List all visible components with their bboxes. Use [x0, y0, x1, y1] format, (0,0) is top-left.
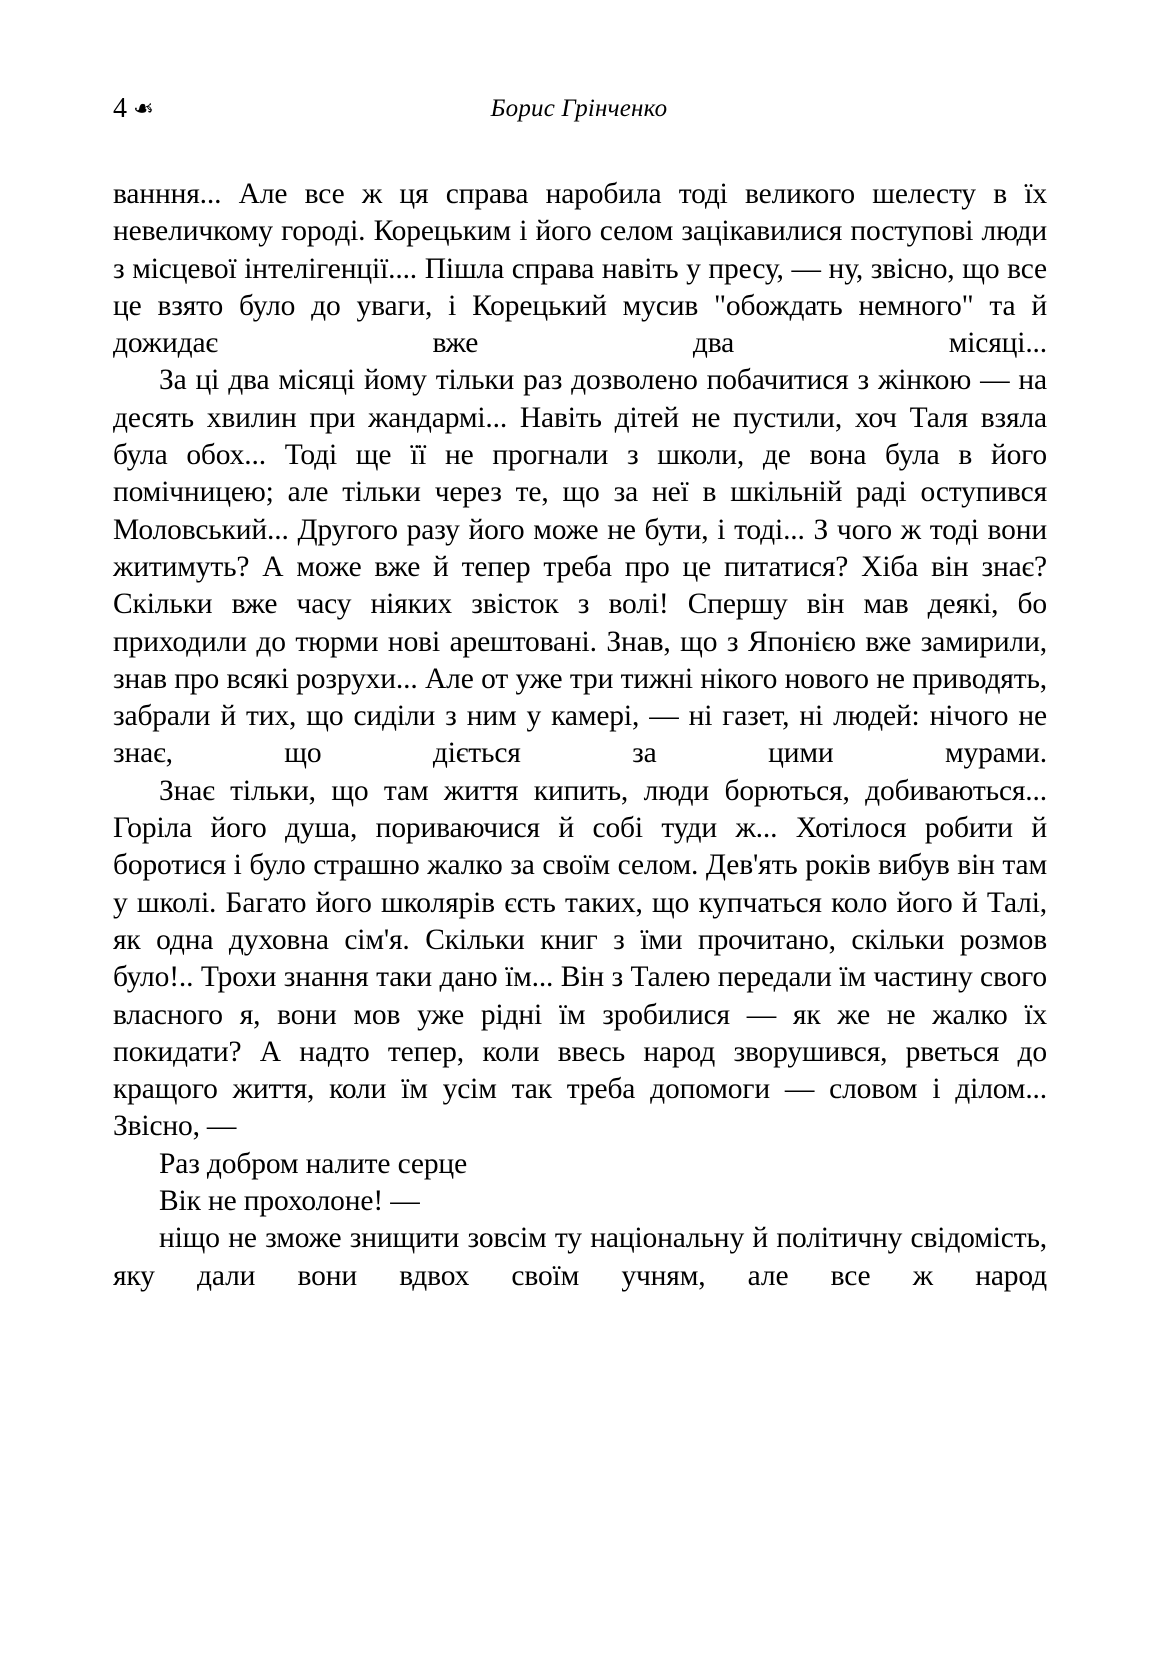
running-title: Борис Грінченко — [490, 95, 668, 122]
verse-line: Вік не прохолоне! — — [159, 1185, 420, 1218]
text-block — [113, 176, 1047, 1295]
paragraph: Знає тільки, що там життя кипить, люди борються, добиваються... Горіла його душа, пориваючися й собі туди ж... Хотілося робити й боротися і було страшно жалко за своїм селом. Дев'ять років вибув він там у школі. Багато його школярів єсть таких, що купчаться коло його й Талі, як одна духовна сім'я. Скільки книг з їми прочитано, скільки розмов було!.. Трохи знання таки дано їм... Він з Талею передали їм частину свого власного я, вони мов уже рідні їм зробилися — як же не жалко їх покидати? А надто тепер, коли ввесь народ зворушився, рветься до кращого життя, коли їм усім так треба допомоги — словом і ділом... Звісно, — — [113, 774, 1047, 1143]
paragraph: За ці два місяці йому тільки раз дозволено побачитися з жінкою — на десять хвилин при жандармі... Навіть дітей не пустили, хоч Таля взяла була обох... Тоді ще її не прогнали з школи, де вона була в його помічницею; але тільки через те, що за неї в шкільній раді оступився Моловський... Другого разу його може не бути, і тоді... З чого ж тоді вони житимуть? А може вже й тепер треба про це питатися? Хіба він знає? Скільки вже часу ніяких звісток з волі! Спершу він мав деякі, бо приходили до тюрми нові арештовані. Знав, що з Японією вже замирили, знав про всякі розрухи... Але от уже три тижні нікого нового не приводять, забрали й тих, що сиділи з ним у камері, — ні газет, ні людей: нічого не знає, що діється за цими мурами. — [113, 364, 1047, 770]
fleuron-ornament-icon: ❧ — [133, 94, 154, 123]
page-number: 4 — [113, 93, 127, 124]
running-head — [113, 92, 1045, 126]
paragraph: ніщо не зможе знищити зовсім ту національну й політичну свідомість, яку дали вони вдвох своїм учням, але все ж народ — [113, 1222, 1047, 1292]
verse-line: Раз добром налите серце — [159, 1147, 468, 1180]
paragraph: ванння... Але все ж ця справа наробила тоді великого шелесту в їх невеличкому городі. Корецьким і його селом зацікавилися поступові люди з місцевої інтелігенції.... Пішла справа навіть у пресу, — ну, звісно, що все це взято було до уваги, і Корецький мусив "обождать немного" та й дожидає вже два місяці... — [113, 178, 1047, 360]
